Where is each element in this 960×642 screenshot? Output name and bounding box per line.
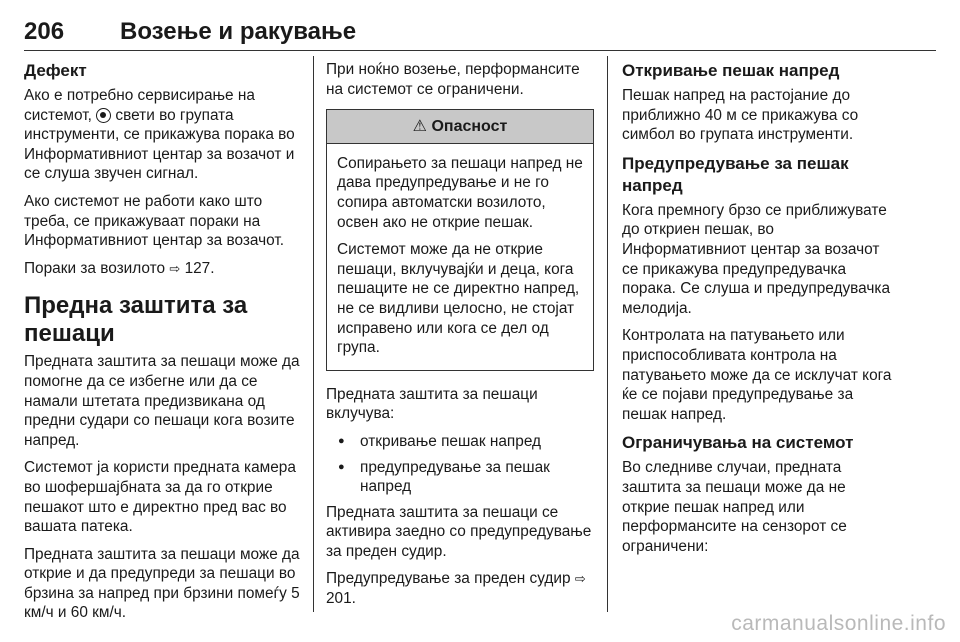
paragraph: Контролата на патувањето или приспособливата контрола на патувањето може да се исклучат кога ќе се појави предупредување за пешак напред.: [622, 327, 892, 423]
paragraph: Пешак напред на растојание до приближно 40 м се прикажува со симбол во групата инструменти.: [622, 87, 859, 144]
page-reference-link[interactable]: 127.: [184, 259, 215, 277]
column-2: [326, 60, 594, 617]
page-reference-icon: ⇨: [574, 571, 586, 587]
page-header: [24, 18, 944, 52]
danger-body: [327, 144, 593, 370]
feature-list: [326, 432, 594, 497]
warning-triangle-icon: ⚠: [412, 118, 427, 136]
heading-system-limitations: Ограничувања на системот: [622, 433, 854, 453]
column-3: [622, 60, 896, 564]
paragraph: Кога премногу брзо се приближувате до откриен пешак, во Информативниот центар за возачот се прикажува предупредувачка порака. Се слуша и предупредувачка мелодија.: [622, 201, 891, 317]
page-reference-link[interactable]: 201.: [326, 590, 356, 608]
heading-pedestrian-detection: Откривање пешак напред: [622, 61, 840, 80]
page-number: 206: [24, 18, 65, 45]
danger-header: [327, 110, 593, 144]
heading-defect: Дефект: [24, 61, 87, 80]
paragraph: Предната заштита за пешаци може да открие и да предупреди за пешаци во брзина за напред при брзини помеѓу 5 км/ч и 60 км/ч.: [24, 545, 300, 622]
column-divider-1: [313, 56, 314, 612]
paragraph: Ако системот не работи како што треба, се прикажуваат пораки на Информативниот центар за возачот.: [24, 192, 285, 250]
paragraph: Предната заштита за пешаци може да помогне да се избегне или да се намали штетата предизвикана од предни судари со пешаци кога возите напред.: [24, 353, 300, 449]
paragraph: Системот ја користи предната камера во шофершајбната за да го открие пешакот што е директно пред вас во вашата патека.: [24, 459, 296, 536]
paragraph: Предната заштита за пешаци вклучува:: [326, 385, 538, 423]
list-item: ● откривање пешак напред: [326, 432, 594, 452]
paragraph: Ако е потребно сервисирање на системот, свети во групата инструменти, се прикажува порака во Информативниот центар за возачот и се слуша звучен сигнал.: [24, 87, 295, 183]
paragraph: При ноќно возење, перформансите на системот се ограничени.: [326, 61, 580, 98]
watermark: carmanualsonline.info: [731, 612, 946, 635]
danger-title: Опасност: [431, 118, 508, 136]
page-reference-icon: ⇨: [169, 260, 181, 276]
paragraph: Предупредување за преден судир ⇨ 201.: [326, 570, 586, 608]
list-item: ● предупредување за пешак напред: [326, 458, 594, 497]
header-rule: [24, 50, 936, 51]
paragraph: Во следниве случаи, предната заштита за пешаци може да не открие пешак напред или перформансите на сензорот се ограничени:: [622, 459, 847, 555]
danger-box: [326, 109, 594, 371]
paragraph: Предната заштита за пешаци се активира заедно со предупредување за преден судир.: [326, 503, 592, 560]
heading-pedestrian-alert: Предупредување за пешак напред: [622, 153, 849, 195]
heading-pedestrian-protection: Предна заштита за пешаци: [24, 292, 248, 348]
paragraph: Пораки за возилото ⇨ 127.: [24, 259, 215, 277]
service-warning-icon: [96, 108, 111, 123]
page-title: Возење и ракување: [120, 18, 357, 45]
column-divider-2: [607, 56, 608, 612]
danger-paragraph: Сопирањето за пешаци напред не дава предупредување и не го сопира автоматски возилото, освен ако не открие пешак.: [337, 154, 583, 231]
danger-paragraph: Системот може да не открие пешаци, вклучувајќи и деца, кога пешаците не се директно напред, не се видливи целосно, не стојат исправено или кога се дел од група.: [337, 241, 580, 357]
column-1: [24, 60, 302, 631]
